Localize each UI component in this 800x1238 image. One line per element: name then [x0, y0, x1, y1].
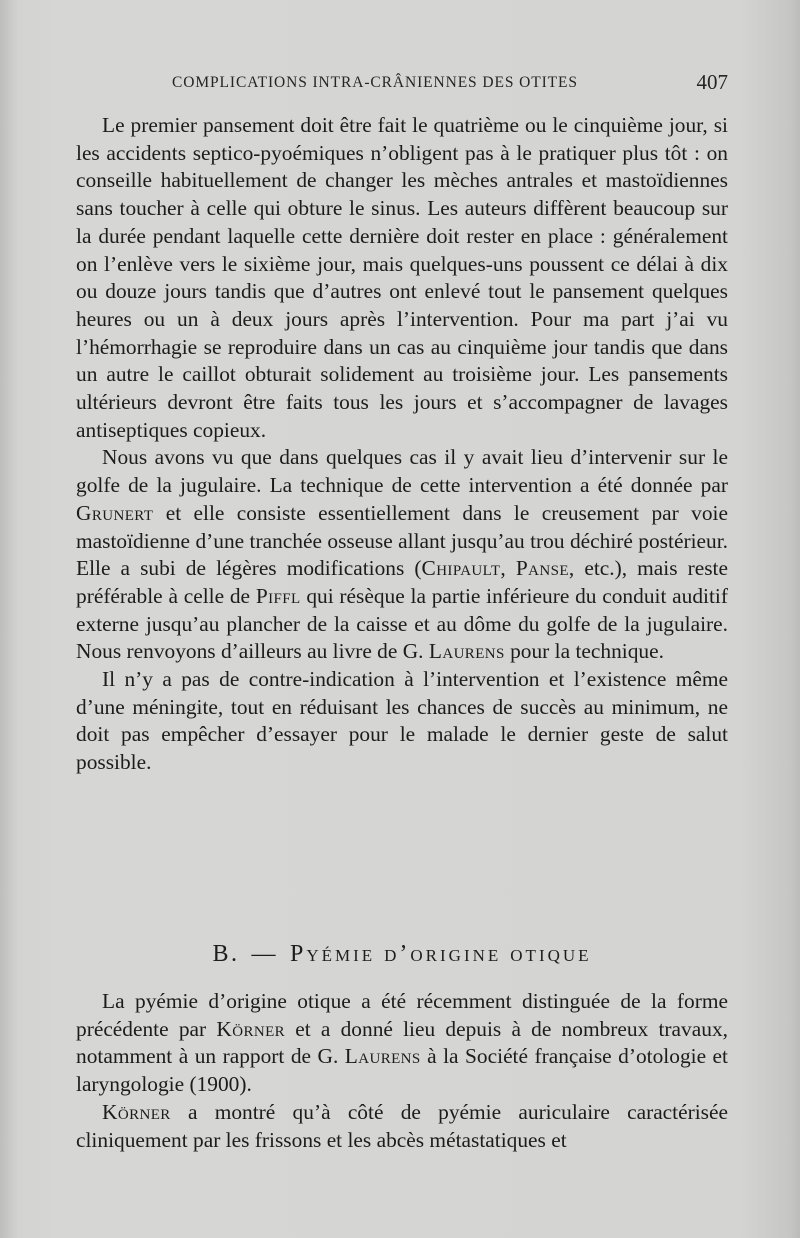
- paragraph-jugular-intervention: [76, 444, 728, 666]
- paragraph-dressing: Le premier pansement doit être fait le quatrième ou le cinquième jour, si les accidents septico-pyoémiques n’obligent pas à le pratiquer plus tôt : on conseille habituellement de changer les mèches antrales et mastoïdiennes sans toucher à celle qui obture le sinus. Les auteurs diffèrent beaucoup sur la durée pendant laquelle cette dernière doit rester en place : généralement on l’enlève vers le sixième jour, mais quelques-uns poussent ce délai à dix ou douze jours tandis que d’autres ont enlevé tout le pansement quelques heures ou un à deux jours après l’intervention. Pour ma part j’ai vu l’hémorrhagie se reproduire dans un cas au cinquième jour tandis que dans un autre le caillot obturait solidement au troisième jour. Les pansements ultérieurs devront être faits tous les jours et s’accompagner de lavages antiseptiques copieux.: [76, 113, 728, 442]
- main-text: [76, 112, 728, 777]
- author-name: Laurens: [344, 1044, 421, 1069]
- text-run: à la Société française d’otologie et laryngologie (1900).: [76, 1044, 728, 1097]
- page-number: 407: [696, 70, 728, 94]
- text-run: ,: [500, 556, 516, 581]
- author-name: Körner: [102, 1099, 171, 1124]
- text-run: a montré qu’à côté de pyémie auriculaire caractérisée cliniquement par les frissons et les abcès métastatiques et: [76, 1099, 728, 1152]
- text-run: Nous avons vu que dans quelques cas il y avait lieu d’intervenir sur le golfe de la jugulaire. La technique de cette intervention a été donnée par: [76, 445, 728, 498]
- author-name: Körner: [216, 1016, 286, 1041]
- section-title: Pyémie d’origine otique: [289, 941, 592, 967]
- section-dash: —: [251, 941, 278, 967]
- author-name: Panse: [515, 556, 569, 581]
- paragraph-contraindication: Il n’y a pas de contre-indication à l’intervention et l’existence même d’une méningite, tout en réduisant les chances de succès au minimum, ne doit pas empêcher d’essayer pour le malade le dernier geste de salut possible.: [76, 667, 728, 775]
- text-run: pour la technique.: [504, 639, 664, 664]
- text-run: , etc.), mais reste préférable à celle de: [76, 556, 728, 608]
- paragraph-korner: [76, 1099, 728, 1154]
- author-name: Laurens: [428, 639, 505, 664]
- paragraph-pyemia-intro: [76, 988, 728, 1099]
- section-heading: [76, 941, 728, 968]
- text-run: et a donné lieu depuis à de nombreux travaux, notamment à un rapport de G.: [76, 1016, 728, 1069]
- author-name: Grunert: [76, 500, 154, 525]
- section-text: [76, 988, 728, 1154]
- author-name: Piffl: [255, 583, 301, 608]
- page-header: [172, 72, 728, 102]
- text-run: qui résèque la partie inférieure du conduit auditif externe jusqu’au plancher de la caisse et au dôme du golfe de la jugulaire. Nous renvoyons d’ailleurs au livre de G.: [76, 583, 729, 664]
- text-run: La pyémie d’origine otique a été récemment distinguée de la forme précédente par: [76, 989, 728, 1041]
- author-name: Chipault: [421, 556, 501, 581]
- running-head: COMPLICATIONS INTRA-CRÂNIENNES DES OTITES: [172, 74, 578, 91]
- text-run: et elle consiste essentiellement dans le creusement par voie mastoïdienne d’une tranchée osseuse allant jusqu’au trou déchiré postérieur. Elle a subi de légères modifications (: [76, 500, 728, 581]
- section-letter: B.: [212, 941, 240, 967]
